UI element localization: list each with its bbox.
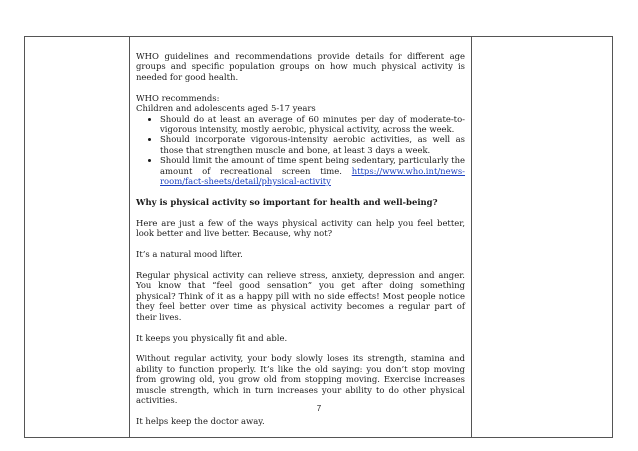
content-cell [130,37,472,438]
list-item [160,155,465,186]
body-paragraph: Without regular activity, your body slowly loses its strength, stamina and ability to function properly. It’s like the old saying: you don’t stop moving from growing old, you grow old from stopping moving. Exercise increases muscle strength, which in turn increases your ability to do other physical activities. [136,353,465,406]
list-item-text: Should limit the amount of time spent being sedentary, particularly the amount of recreational screen time. [160,155,465,176]
content-body [130,37,471,437]
body-paragraph: It helps keep the doctor away. [136,415,265,426]
section-heading: Why is physical activity so important for health and well-being? [136,196,438,207]
page-number: 7 [316,404,322,413]
body-paragraph: It’s a natural mood lifter. [136,249,243,260]
intro-paragraph: WHO guidelines and recommendations provide details for different age groups and specific population groups on how much physical activity is needed for good health. [136,51,465,82]
recommends-label: WHO recommends: [136,92,220,103]
left-empty-cell [25,37,130,438]
who-fact-sheet-link[interactable]: https://www.who.int/news-room/fact-sheets/detail/physical-activity [160,165,466,186]
body-paragraph: It keeps you physically fit and able. [136,332,288,343]
body-paragraph: Here are just a few of the ways physical activity can help you feel better, look better and live better. Because, why not? [136,217,465,239]
document-table [24,36,613,438]
age-group-label: Children and adolescents aged 5-17 years [136,103,316,114]
right-empty-cell [472,37,613,438]
list-item: • Should incorporate vigorous-intensity aerobic activities, as well as those that strengthen muscle and bone, at least 3 days a week. [160,134,465,155]
list-item: • Should do at least an average of 60 minutes per day of moderate-to-vigorous intensity, mostly aerobic, physical activity, across the week. [160,114,465,135]
recommendation-list [136,114,465,187]
body-paragraph: Regular physical activity can relieve stress, anxiety, depression and anger. You know that “feel good sensation” you get after doing something physical? Think of it as a happy pill with no side effects! Most people notice they feel better over time as physical activity becomes a regular part of their lives. [136,270,465,322]
